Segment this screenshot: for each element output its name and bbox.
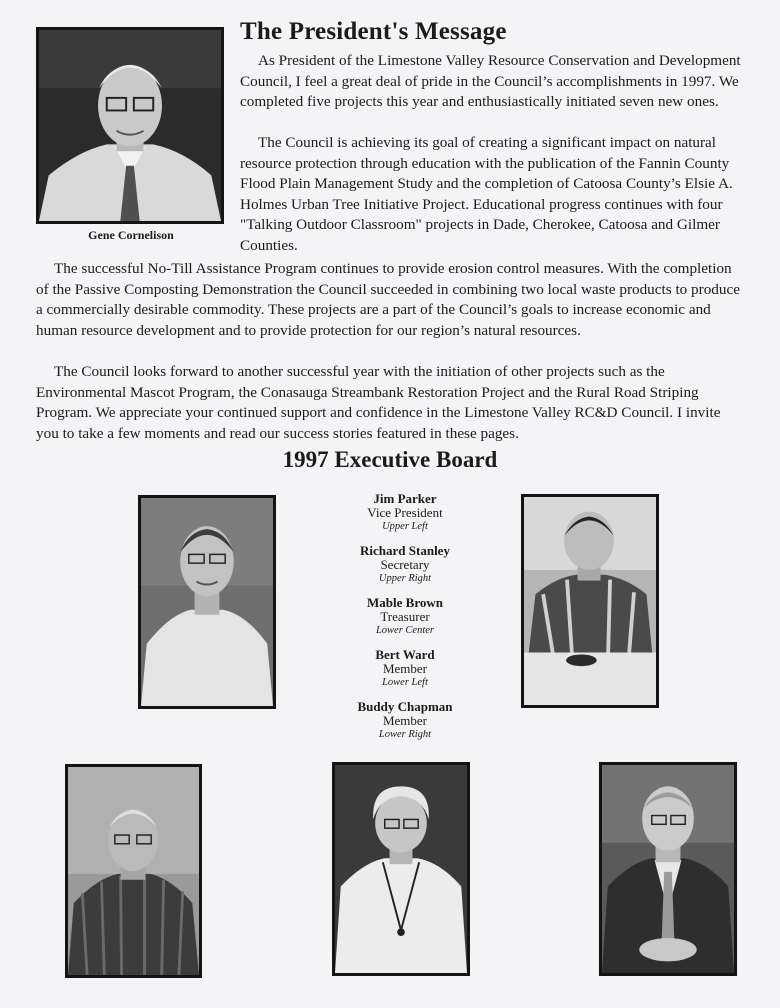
board-member [300, 596, 510, 637]
board-member [300, 492, 510, 533]
member-role: Member [382, 713, 428, 728]
message-paragraph: The Council is achieving its goal of creating a significant impact on natural resource protection through education with the publication of the Fannin County Flood Plain Management Study and the completion of Catoosa County’s Elsie A. Holmes Urban Tree Initiative Project. Educational progress continues with four "Talking Outdoor Classroom" projects in Dade, Cherokee, Catoosa and Gilmer Counties. [240, 134, 733, 254]
member-position: Lower Right [378, 729, 432, 740]
member-position: Upper Left [382, 521, 428, 532]
message-paragraph: As President of the Limestone Valley Resource Conservation and Development Council, I feel a great deal of pride in the Council’s accomplishments in 1997. We completed five projects this year and enthusiastically initiated seven new ones. [240, 52, 741, 111]
member-position: Lower Left [382, 677, 428, 688]
board-member [300, 648, 510, 689]
member-position: Upper Right [378, 573, 432, 584]
member-name: Jim Parker [373, 491, 437, 506]
board-member [300, 544, 510, 585]
board-title: 1997 Executive Board [282, 447, 498, 472]
board-photo-lower-left [65, 764, 202, 978]
board-photo-upper-left [138, 495, 276, 709]
board-photo-upper-right [521, 494, 659, 708]
board-member-list [300, 492, 510, 752]
president-photo [36, 27, 224, 224]
message-paragraph: The Council looks forward to another successful year with the initiation of other projects such as the Environmental Mascot Program, the Conasauga Streambank Restoration Project and the Rural Road Striping Program. We appreciate your continued support and confidence in the Limestone Valley RC&D Council. I invite you to take a few moments and read our success stories featured in these pages. [36, 363, 721, 442]
board-photo-lower-right [599, 762, 737, 976]
page-title: The President's Message [240, 18, 507, 45]
member-name: Mable Brown [367, 595, 443, 610]
board-photo-lower-center [332, 762, 470, 976]
member-name: Bert Ward [375, 647, 435, 662]
member-position: Lower Center [375, 625, 435, 636]
message-paragraph: The successful No-Till Assistance Program continues to provide erosion control measures. With the completion of the Passive Composting Demonstration the Council succeeded in combining two local waste products to produce a commercially desirable commodity. These projects are a part of the Council’s goals to increase economic and human resource development and to provide protection for our region’s natural resources. [36, 260, 740, 339]
president-caption: Gene Cornelison [88, 228, 174, 242]
member-role: Treasurer [380, 609, 430, 624]
member-role: Secretary [380, 557, 430, 572]
member-name: Richard Stanley [360, 543, 450, 558]
member-role: Member [382, 661, 428, 676]
member-name: Buddy Chapman [357, 699, 453, 714]
member-role: Vice President [367, 505, 443, 520]
board-member [300, 700, 510, 741]
